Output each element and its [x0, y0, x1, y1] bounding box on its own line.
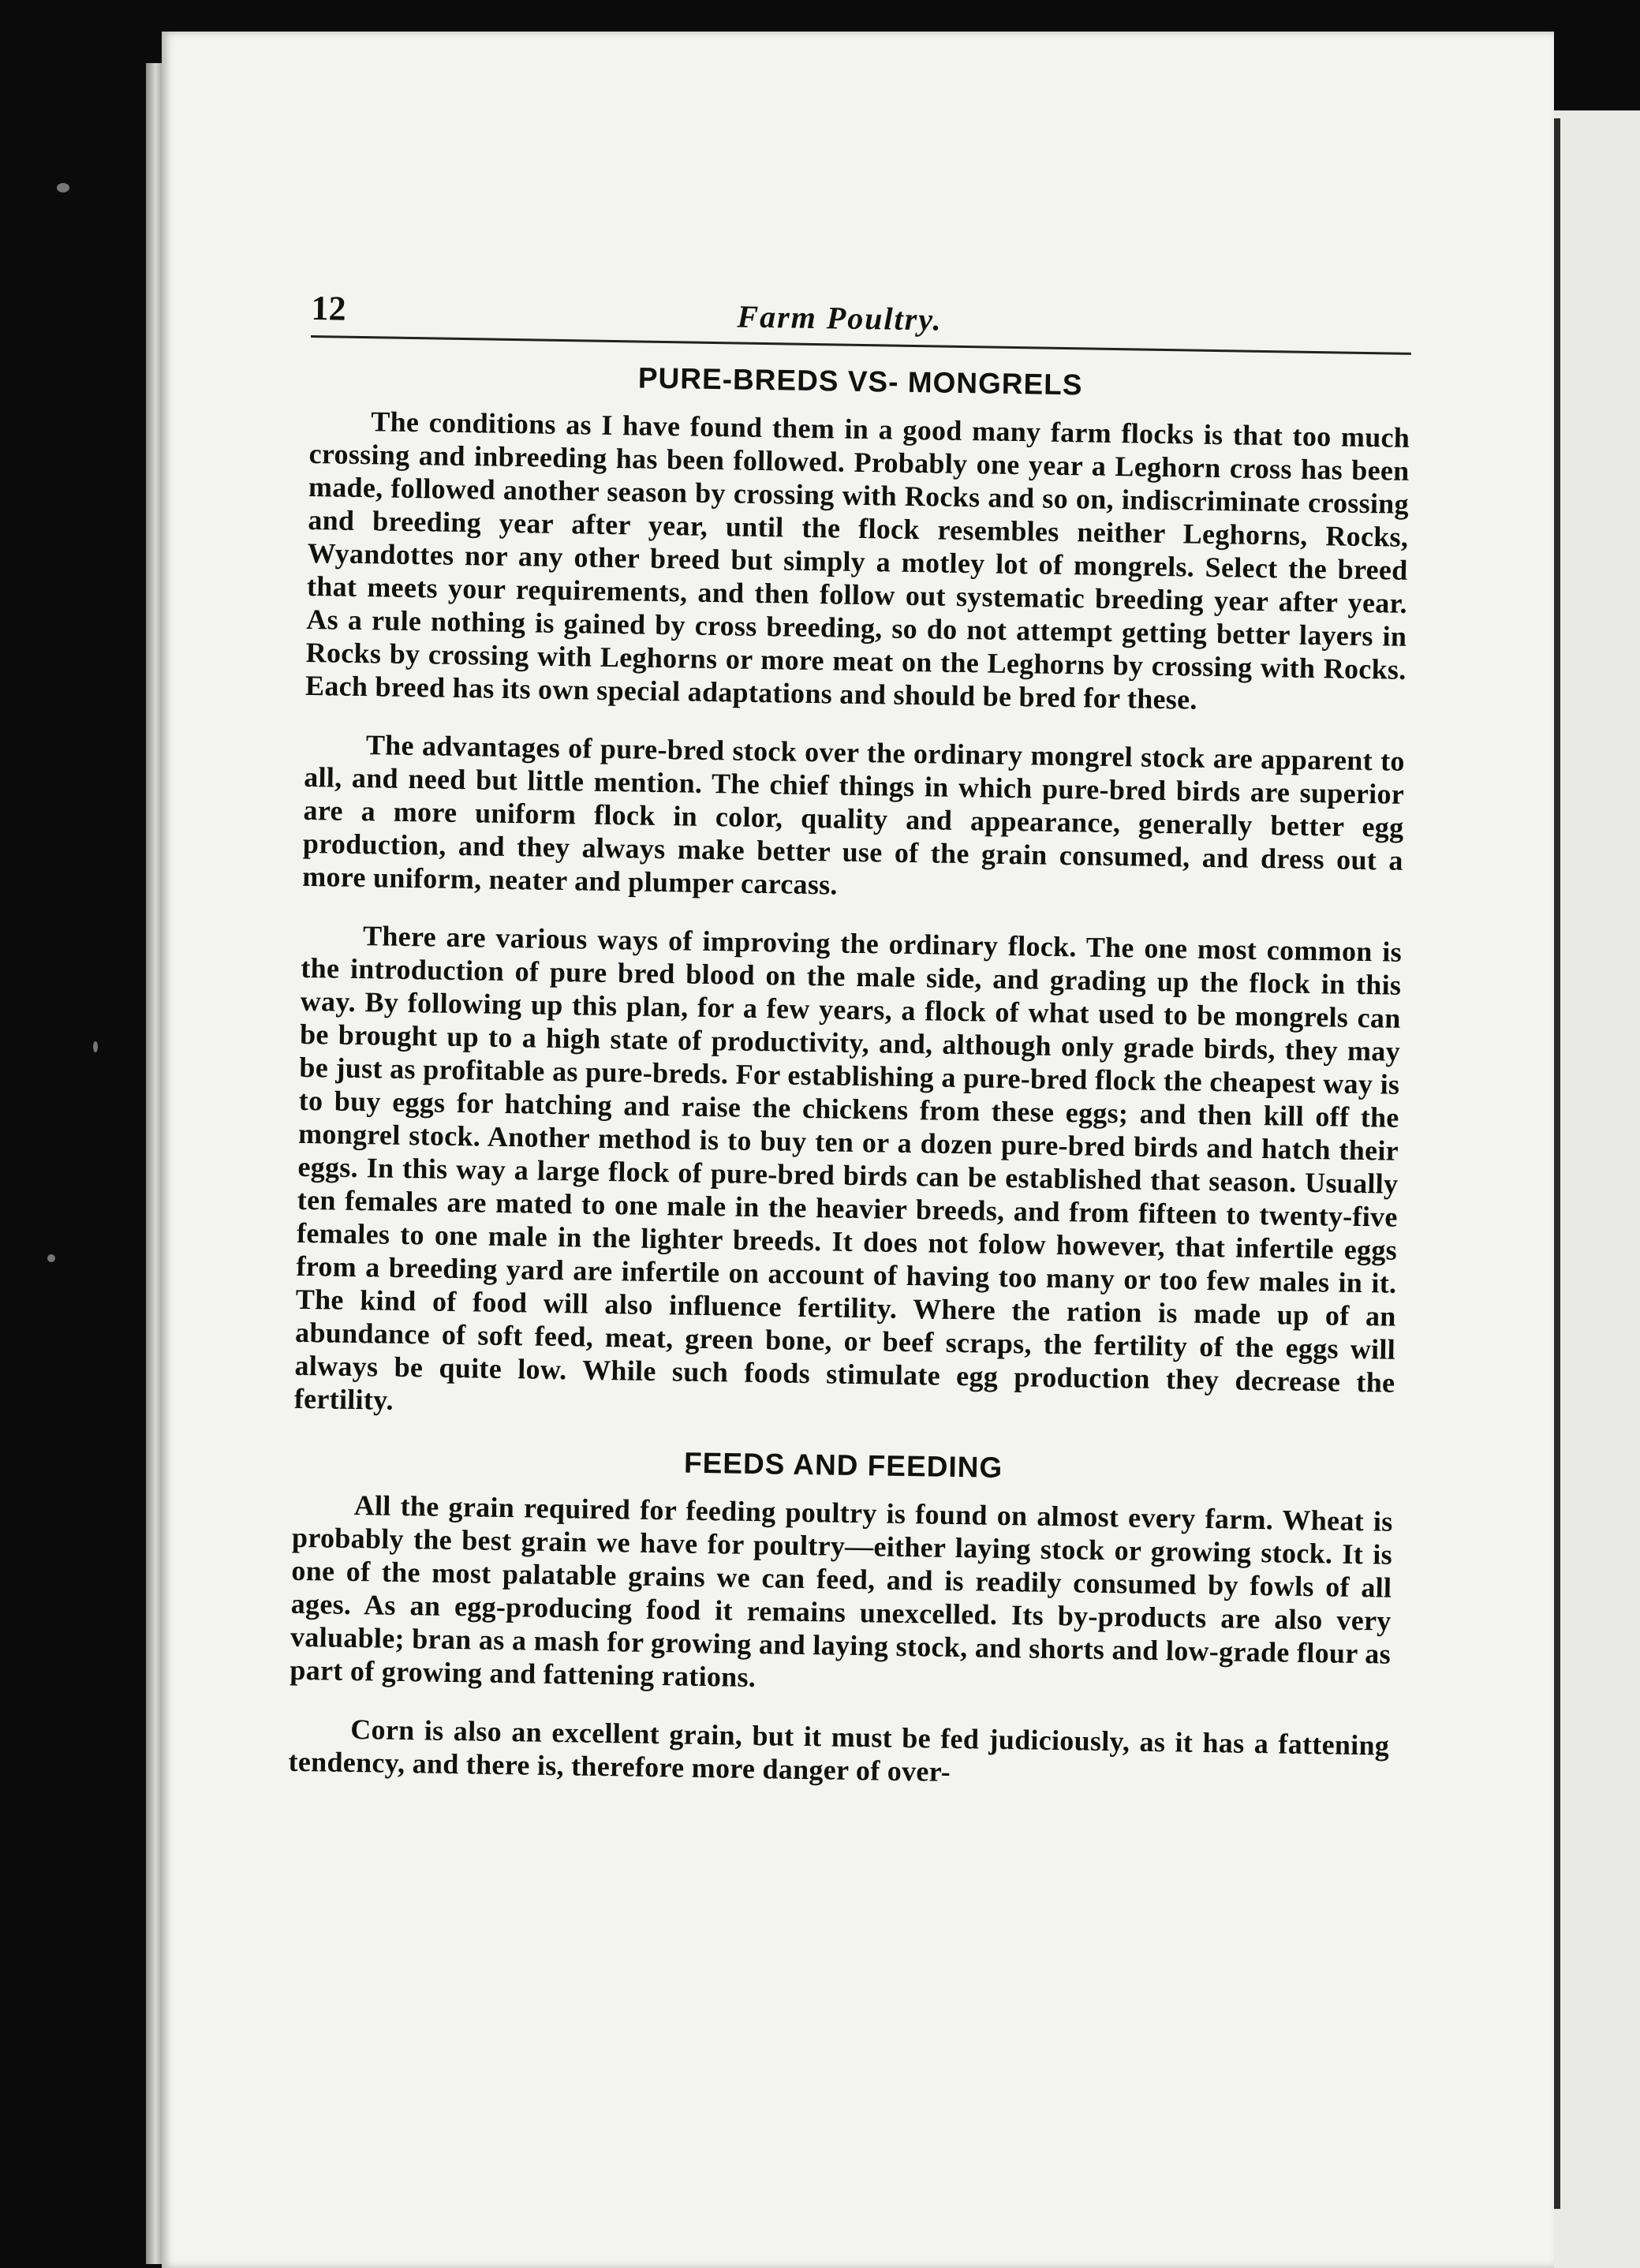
paragraph: The advantages of pure-bred stock over the ordinary mongrel stock are apparent to all, and need but little mention. The chief things in which pure-bred birds are superior are a more uniform flock in color, quality and appearance, generally better egg production, and they always make better use of the grain consumed, and dress out a more uniform, neater and plumper carcass.: [301, 729, 1406, 901]
paragraph: The conditions as I have found them in a good many farm flocks is that too much crossing and inbreeding has been followed. Probably one year a Leghorn cross has been made, followed another season by crossing with Rocks and so on, indiscriminate crossing and breeding year after year, until the flock resembles neither Leghorns, Rocks, Wyandottes nor any other breed but simply a motley lot of mongrels. Select the breed that meets your requirements, and then follow out systematic breeding year after year. As a rule nothing is gained by cross breeding, so do not attempt getting better layers in Rocks by crossing with Leghorns or more meat on the Leghorns by crossing with Rocks. Each breed has its own special adaptations and should be bred for these.: [304, 405, 1410, 716]
page-text-block: [288, 288, 1412, 1821]
section-heading-pure-breds: PURE-BREDS VS- MONGRELS: [637, 361, 1083, 402]
section-heading-feeds: FEEDS AND FEEDING: [683, 1446, 1003, 1484]
running-title: Farm Poultry.: [737, 298, 943, 338]
dust-speck: [57, 183, 69, 192]
dust-speck: [93, 1041, 98, 1052]
paragraph: All the grain required for feeding poultry is found on almost every farm. Wheat is probably the best grain we have for poultry—either laying stock or growing stock. It is one of the most palatable grains we can feed, and is readily consumed by fowls of all ages. As an egg-producing food it remains unexcelled. Its by-products are also very valuable; bran as a mash for growing and laying stock, and shorts and low-grade flour as part of growing and fattening rations.: [290, 1489, 1393, 1694]
dust-speck: [47, 1254, 55, 1262]
page-number: 12: [311, 288, 346, 328]
paragraph: Corn is also an excellent grain, but it must be fed judiciously, as it has a fattening tendency, and there is, therefore more danger of over-: [288, 1713, 1390, 1788]
paragraph: There are various ways of improving the ordinary flock. The one most common is the introduction of pure bred blood on the male side, and grading up the flock in this way. By following up this plan, for a few years, a flock of what used to be mongrels can be brought up to a high state of productivity, and, although only grade birds, they may be just as profitable as pure-breds. For establishing a pure-bred flock the cheapest way is to buy eggs for hatching and raise the chickens from these eggs; and then kill off the mongrel stock. Another method is to buy ten or a dozen pure-bred birds and hatch their eggs. In this way a large flock of pure-bred birds can be established that season. Usually ten females are mated to one male in the heavier breeds, and from fifteen to twenty-five females to one male in the lighter breeds. It does not folow however, that infertile eggs from a breeding yard are infertile on account of having too many or too few males in it. The kind of food will also influence fertility. Where the ration is made up of an abundance of soft feed, meat, green bone, or beef scraps, the fertility of the eggs will always be quite low. While such foods stimulate egg production they decrease the fertility.: [293, 920, 1403, 1416]
